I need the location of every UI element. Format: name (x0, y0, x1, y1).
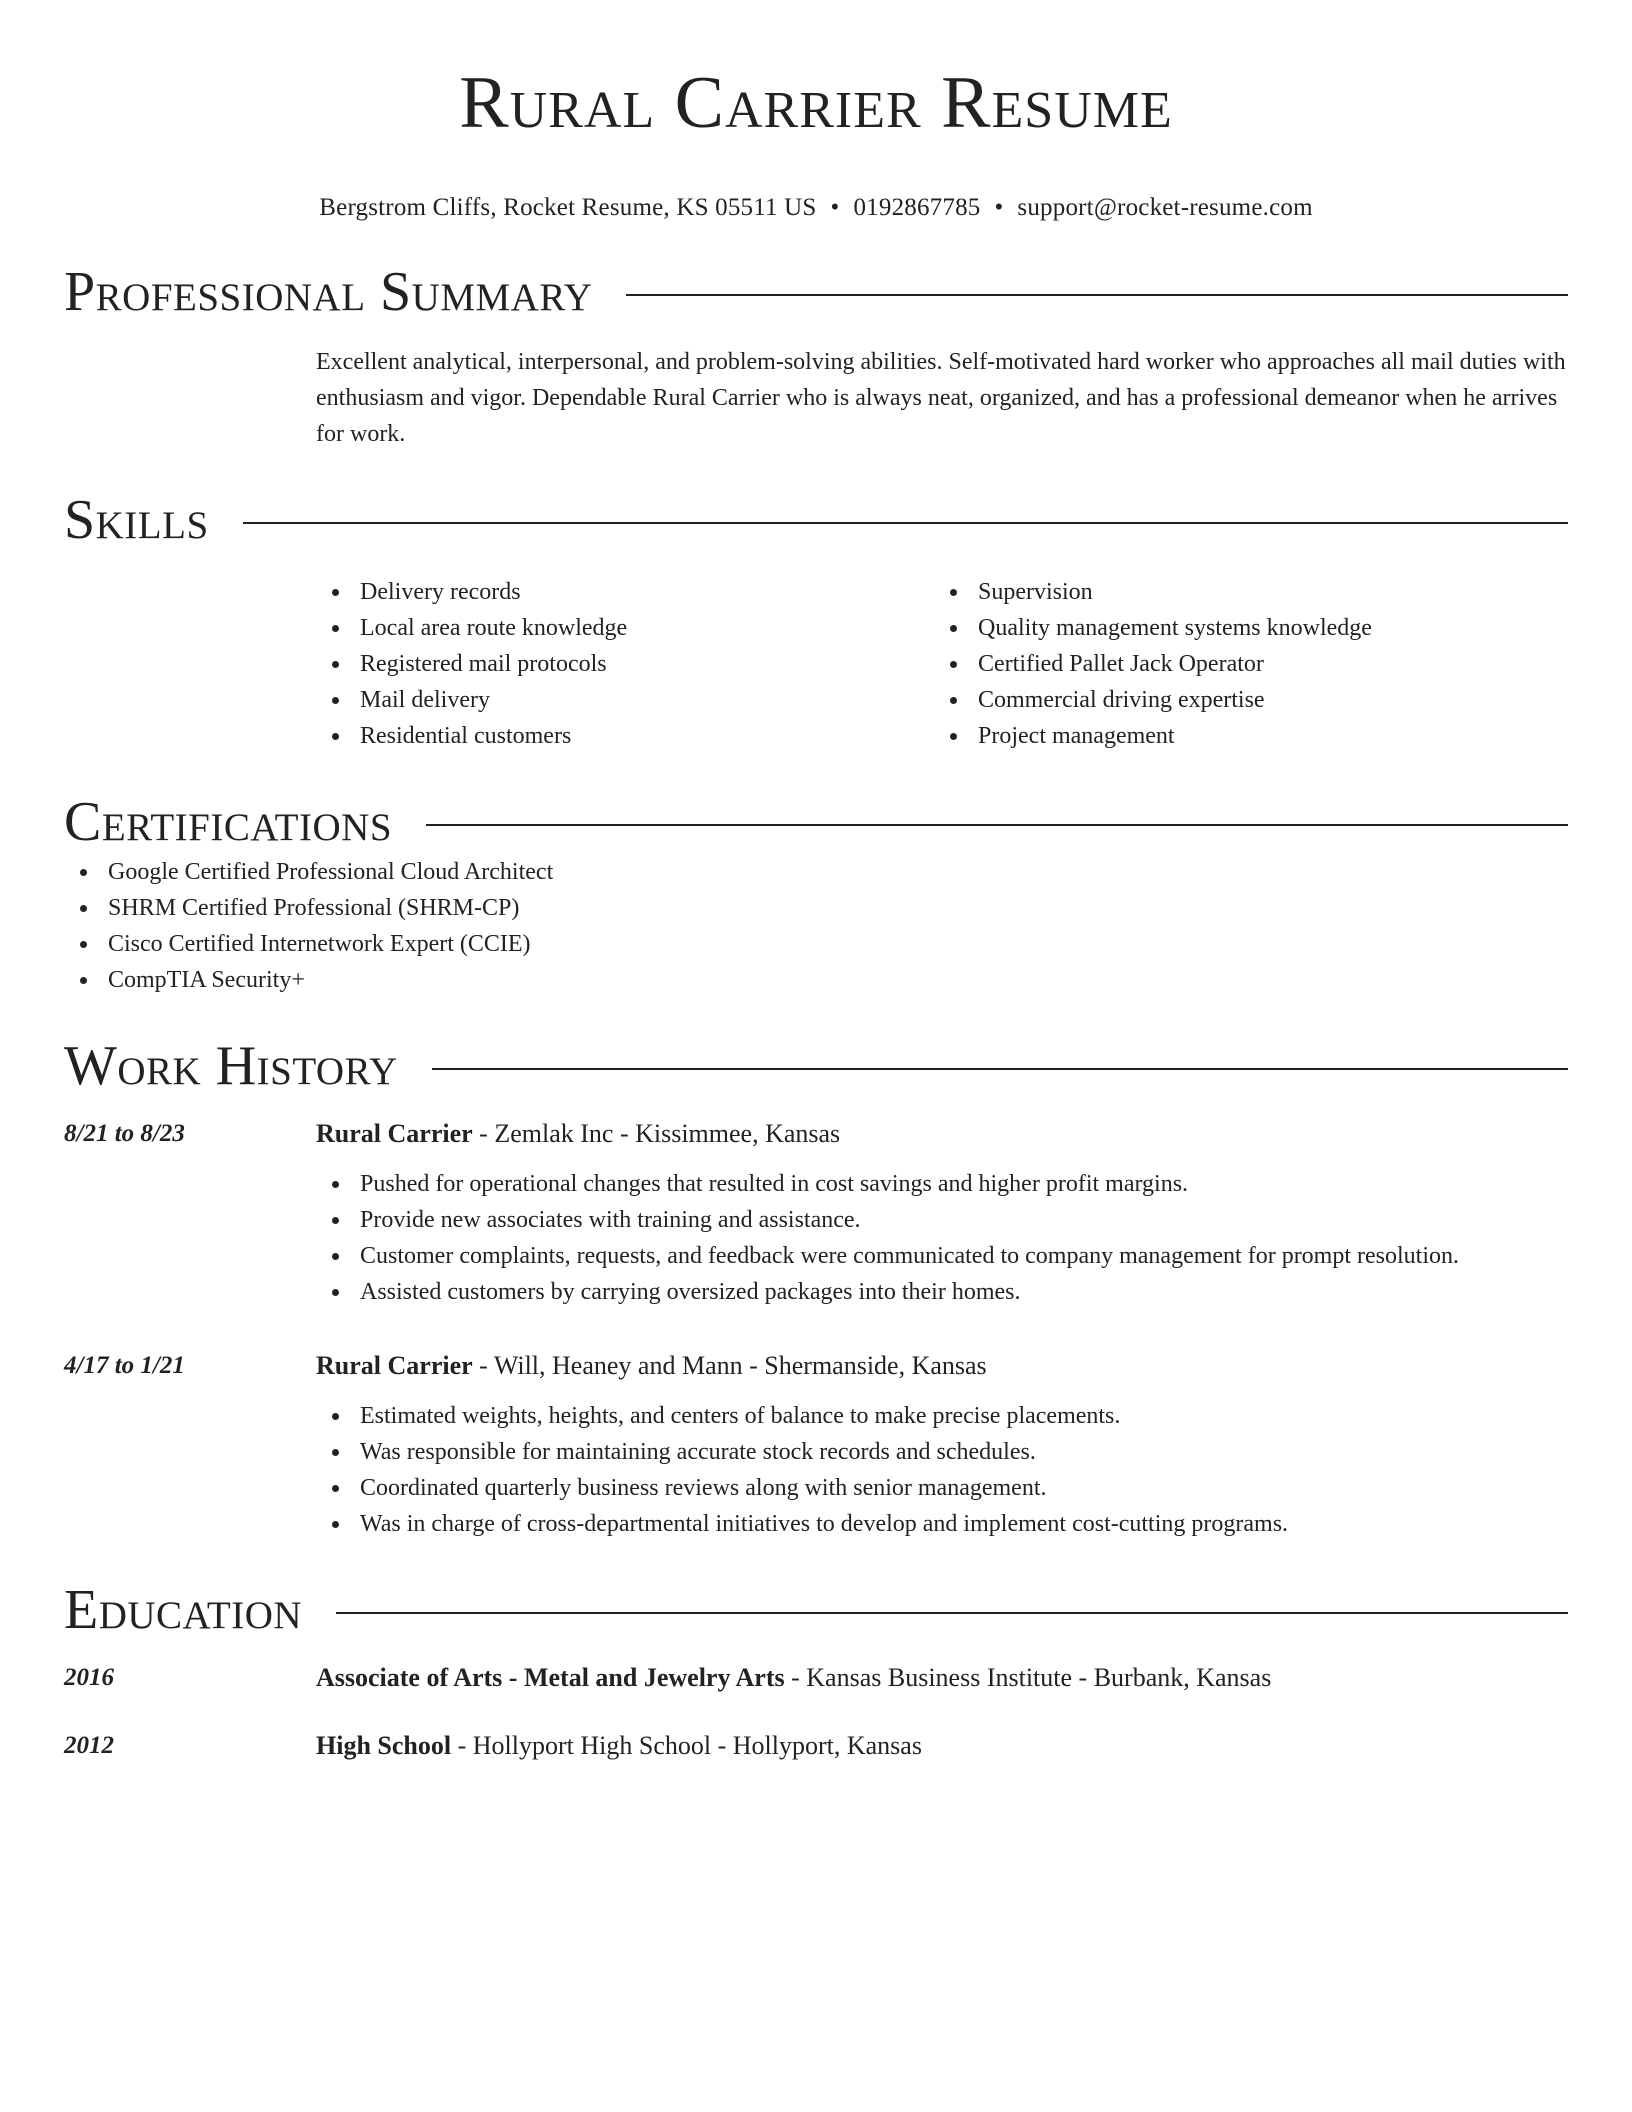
skills-list (316, 574, 1568, 754)
skills-heading: Skills (64, 489, 209, 551)
certification-item: SHRM Certified Professional (SHRM-CP) (64, 890, 1568, 926)
summary-section-header (64, 260, 1568, 324)
job-body (316, 1116, 1568, 1310)
job-duty: Was in charge of cross-departmental initiatives to develop and implement cost-cutting programs. (316, 1506, 1568, 1542)
contact-address: Bergstrom Cliffs, Rocket Resume, KS 05511 US (319, 194, 817, 221)
resume-title: Rural Carrier Resume (459, 62, 1173, 144)
job-duty: Pushed for operational changes that resulted in cost savings and higher profit margins. (316, 1166, 1568, 1202)
skills-column-right (934, 574, 1552, 754)
job-duty: Estimated weights, heights, and centers of balance to make precise placements. (316, 1398, 1568, 1434)
job-duties (316, 1166, 1568, 1310)
section-divider (243, 522, 1568, 524)
job-duty: Assisted customers by carrying oversized packages into their homes. (316, 1274, 1568, 1310)
education-school: - Kansas Business Institute - Burbank, Kansas (784, 1663, 1272, 1692)
section-divider (336, 1612, 1568, 1614)
job-employer: - Zemlak Inc - Kissimmee, Kansas (472, 1119, 841, 1148)
job-title-line (316, 1116, 1568, 1152)
job-entry (64, 1348, 1568, 1542)
job-body (316, 1348, 1568, 1542)
job-title: Rural Carrier (316, 1351, 473, 1380)
certifications-section-header (64, 790, 1568, 854)
skill-item: Registered mail protocols (316, 646, 934, 682)
section-divider (626, 294, 1568, 296)
contact-phone: 0192867785 (853, 194, 981, 221)
job-title-line (316, 1348, 1568, 1384)
certification-item: Cisco Certified Internetwork Expert (CCIE) (64, 926, 1568, 962)
skill-item: Delivery records (316, 574, 934, 610)
education-school: - Hollyport High School - Hollyport, Kansas (451, 1731, 922, 1760)
certifications-heading: Certifications (64, 791, 393, 853)
education-heading: Education (64, 1579, 303, 1641)
job-entry (64, 1116, 1568, 1310)
contact-line (64, 192, 1568, 224)
certification-item: CompTIA Security+ (64, 962, 1568, 998)
contact-separator: • (994, 194, 1004, 221)
section-divider (426, 824, 1568, 826)
skill-item: Mail delivery (316, 682, 934, 718)
education-section-header (64, 1578, 1568, 1642)
work-section-header (64, 1034, 1568, 1098)
section-divider (432, 1068, 1568, 1070)
job-duty: Customer complaints, requests, and feedback were communicated to company management for prompt resolution. (316, 1238, 1568, 1274)
education-year: 2016 (64, 1664, 114, 1691)
contact-email: support@rocket-resume.com (1017, 194, 1313, 221)
contact-separator: • (830, 194, 840, 221)
skill-item: Quality management systems knowledge (934, 610, 1552, 646)
skill-item: Certified Pallet Jack Operator (934, 646, 1552, 682)
skill-item: Supervision (934, 574, 1552, 610)
skill-item: Local area route knowledge (316, 610, 934, 646)
certifications-list (64, 854, 1568, 998)
education-entry (64, 1660, 1568, 1696)
education-body (316, 1660, 1568, 1696)
job-duty: Was responsible for maintaining accurate stock records and schedules. (316, 1434, 1568, 1470)
skill-item: Residential customers (316, 718, 934, 754)
skill-item: Project management (934, 718, 1552, 754)
education-year: 2012 (64, 1732, 114, 1759)
skills-column-left (316, 574, 934, 754)
job-duty: Coordinated quarterly business reviews along with senior management. (316, 1470, 1568, 1506)
job-duties (316, 1398, 1568, 1542)
skill-item: Commercial driving expertise (934, 682, 1552, 718)
skills-section-header (64, 488, 1568, 552)
job-dates: 8/21 to 8/23 (64, 1120, 185, 1147)
summary-heading: Professional Summary (64, 261, 593, 323)
job-employer: - Will, Heaney and Mann - Shermanside, Kansas (472, 1351, 987, 1380)
education-entry (64, 1728, 1568, 1764)
job-dates: 4/17 to 1/21 (64, 1352, 185, 1379)
job-title: Rural Carrier (316, 1119, 473, 1148)
education-body (316, 1728, 1568, 1764)
summary-text: Excellent analytical, interpersonal, and problem-solving abilities. Self-motivated hard worker who approaches all mail duties with enthusiasm and vigor. Dependable Rural Carrier who is always neat, organized, and has a professional demeanor when he arrives for work. (316, 349, 1566, 447)
certification-item: Google Certified Professional Cloud Architect (64, 854, 1568, 890)
education-degree: High School (316, 1731, 452, 1760)
work-heading: Work History (64, 1035, 398, 1097)
job-duty: Provide new associates with training and assistance. (316, 1202, 1568, 1238)
education-degree: Associate of Arts - Metal and Jewelry Arts (316, 1663, 785, 1692)
